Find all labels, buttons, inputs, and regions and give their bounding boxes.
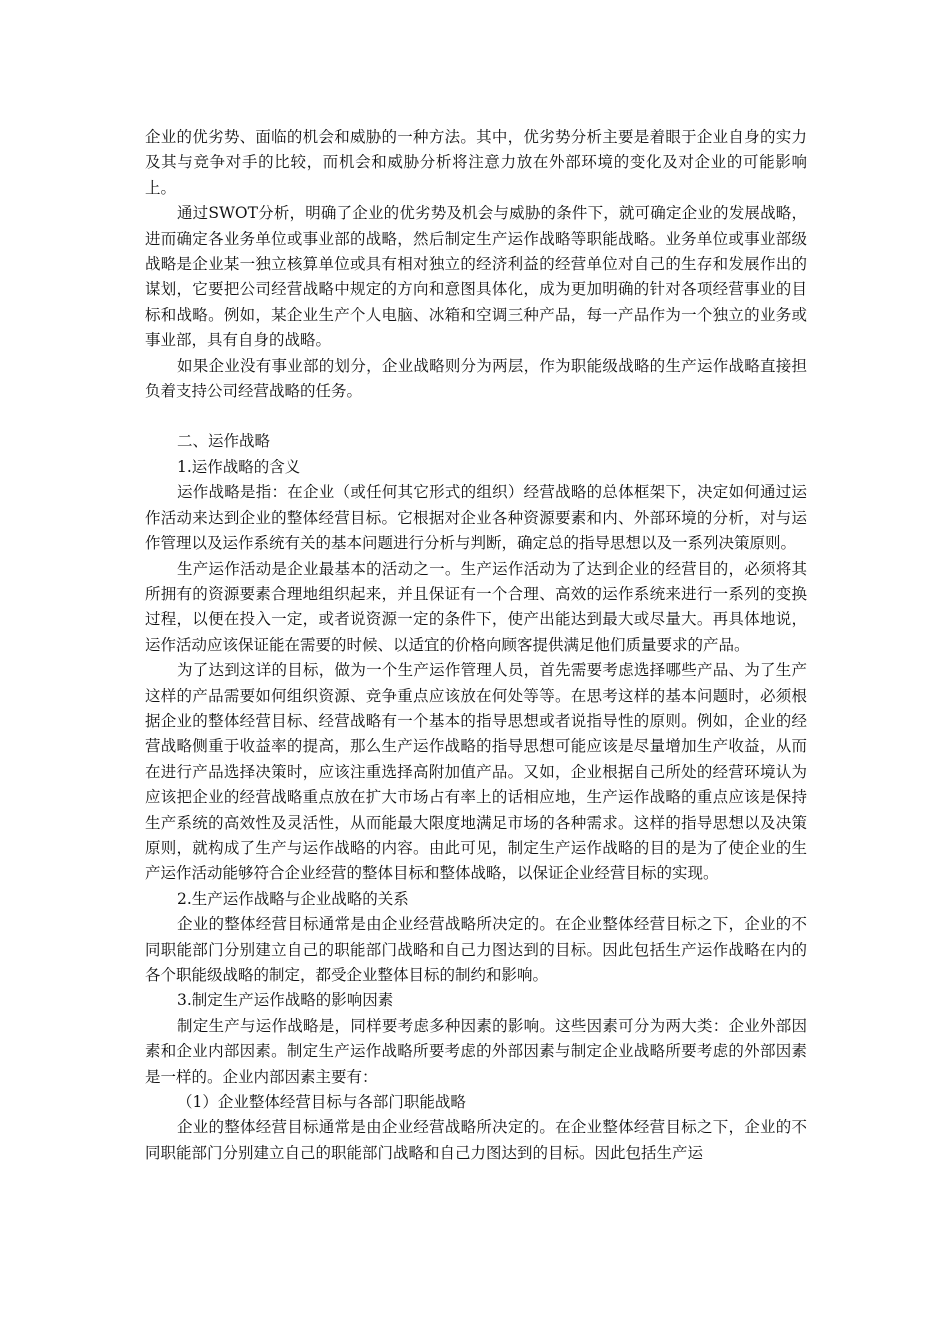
- section-heading-operations-strategy: 二、运作战略: [177, 432, 271, 451]
- subheading-definition: 1.运作战略的含义: [177, 457, 301, 476]
- paragraph-swot-intro: 企业的优劣势、面临的机会和威胁的一种方法。其中，优劣势分析主要是着眼于企业自身的实力及其与竞争对手的比较，而机会和威胁分析将注意力放在外部环境的变化及对企业的可能影响上。: [145, 128, 807, 197]
- paragraph-objectives: 为了达到这详的目标，做为一个生产运作管理人员，首先需要考虑选择哪些产品、为了生产这样的产品需要如何组织资源、竞争重点应该放在何处等等。在思考这样的基本问题时，必须根据企业的整体经营目标、经营战略有一个基本的指导思想或者说指导性的原则。例如，企业的经营战略侧重于收益率的提高，那么生产运作战略的指导思想可能应该是尽量增加生产收益，从而在进行产品选择决策时，应该注重选择高附加值产品。又如，企业根据自己所处的经营环境认为应该把企业的经营战略重点放在扩大市场占有率上的话相应地，生产运作战略的重点应该是保持生产系统的高效性及灵活性，从而能最大限度地满足市场的各种需求。这样的指导思想以及决策原则，就构成了生产与运作战略的内容。由此可见，制定生产运作战略的目的是为了使企业的生产运作活动能够符合企业经营的整体目标和整体战略，以保证企业经营目标的实现。: [145, 661, 807, 883]
- paragraph-spacer: [145, 404, 807, 429]
- paragraph-definition: 运作战略是指：在企业（或任何其它形式的组织）经营战略的总体框架下，决定如何通过运作活动来达到企业的整体经营目标。它根据对企业各种资源要素和内、外部环境的分析，对与运作管理以及运作系统有关的基本问题进行分析与判断，确定总的指导思想以及一系列决策原则。: [145, 483, 807, 553]
- paragraph-two-levels: 如果企业没有事业部的划分，企业战略则分为两层，作为职能级战略的生产运作战略直接担负着支持公司经营战略的任务。: [145, 356, 807, 401]
- paragraph-factors: 制定生产与运作战略是，同样要考虑多种因素的影响。这些因素可分为两大类：企业外部因素和企业内部因素。制定生产运作战略所要考虑的外部因素与制定企业战略所要考虑的外部因素是一样的。企业内部因素主要有：: [145, 1016, 807, 1086]
- paragraph-production-activity: 生产运作活动是企业最基本的活动之一。生产运作活动为了达到企业的经营目的，必须将其所拥有的资源要素合理地组织起来，并且保证有一个合理、高效的运作系统来进行一系列的变换过程，以便在投入一定，或者说资源一定的条件下，使产出能达到最大或尽量大。再具体地说，运作活动应该保证能在需要的时候、以适宜的价格向顾客提供满足他们质量要求的产品。: [145, 559, 807, 654]
- document-body: [145, 125, 807, 1166]
- paragraph-overall-goals: 企业的整体经营目标通常是由企业经营战略所决定的。在企业整体经营目标之下，企业的不同职能部门分别建立自己的职能部门战略和自己力图达到的目标。因此包括生产运: [145, 1118, 807, 1162]
- subheading-relationship: 2.生产运作战略与企业战略的关系: [177, 889, 409, 908]
- paragraph-swot-analysis: 通过SWOT分析，明确了企业的优劣势及机会与威胁的条件下，就可确定企业的发展战略，进而确定各业务单位或事业部的战略，然后制定生产运作战略等职能战略。业务单位或事业部级战略是企业某一独立核算单位或具有相对独立的经济利益的经营单位对自己的生存和发展作出的谋划，它要把公司经营战略中规定的方向和意图具体化，成为更加明确的针对各项经营事业的目标和战略。例如，某企业生产个人电脑、冰箱和空调三种产品，每一产品作为一个独立的业务或事业部，具有自身的战略。: [145, 204, 807, 350]
- subheading-factors: 3.制定生产运作战略的影响因素: [177, 991, 394, 1010]
- paragraph-relationship: 企业的整体经营目标通常是由企业经营战略所决定的。在企业整体经营目标之下，企业的不同职能部门分别建立自己的职能部门战略和自己力图达到的目标。因此包括生产运作战略在内的各个职能级战略的制定，都受企业整体目标的制约和影响。: [145, 915, 807, 984]
- subheading-overall-goals: （1）企业整体经营目标与各部门职能战略: [177, 1093, 466, 1112]
